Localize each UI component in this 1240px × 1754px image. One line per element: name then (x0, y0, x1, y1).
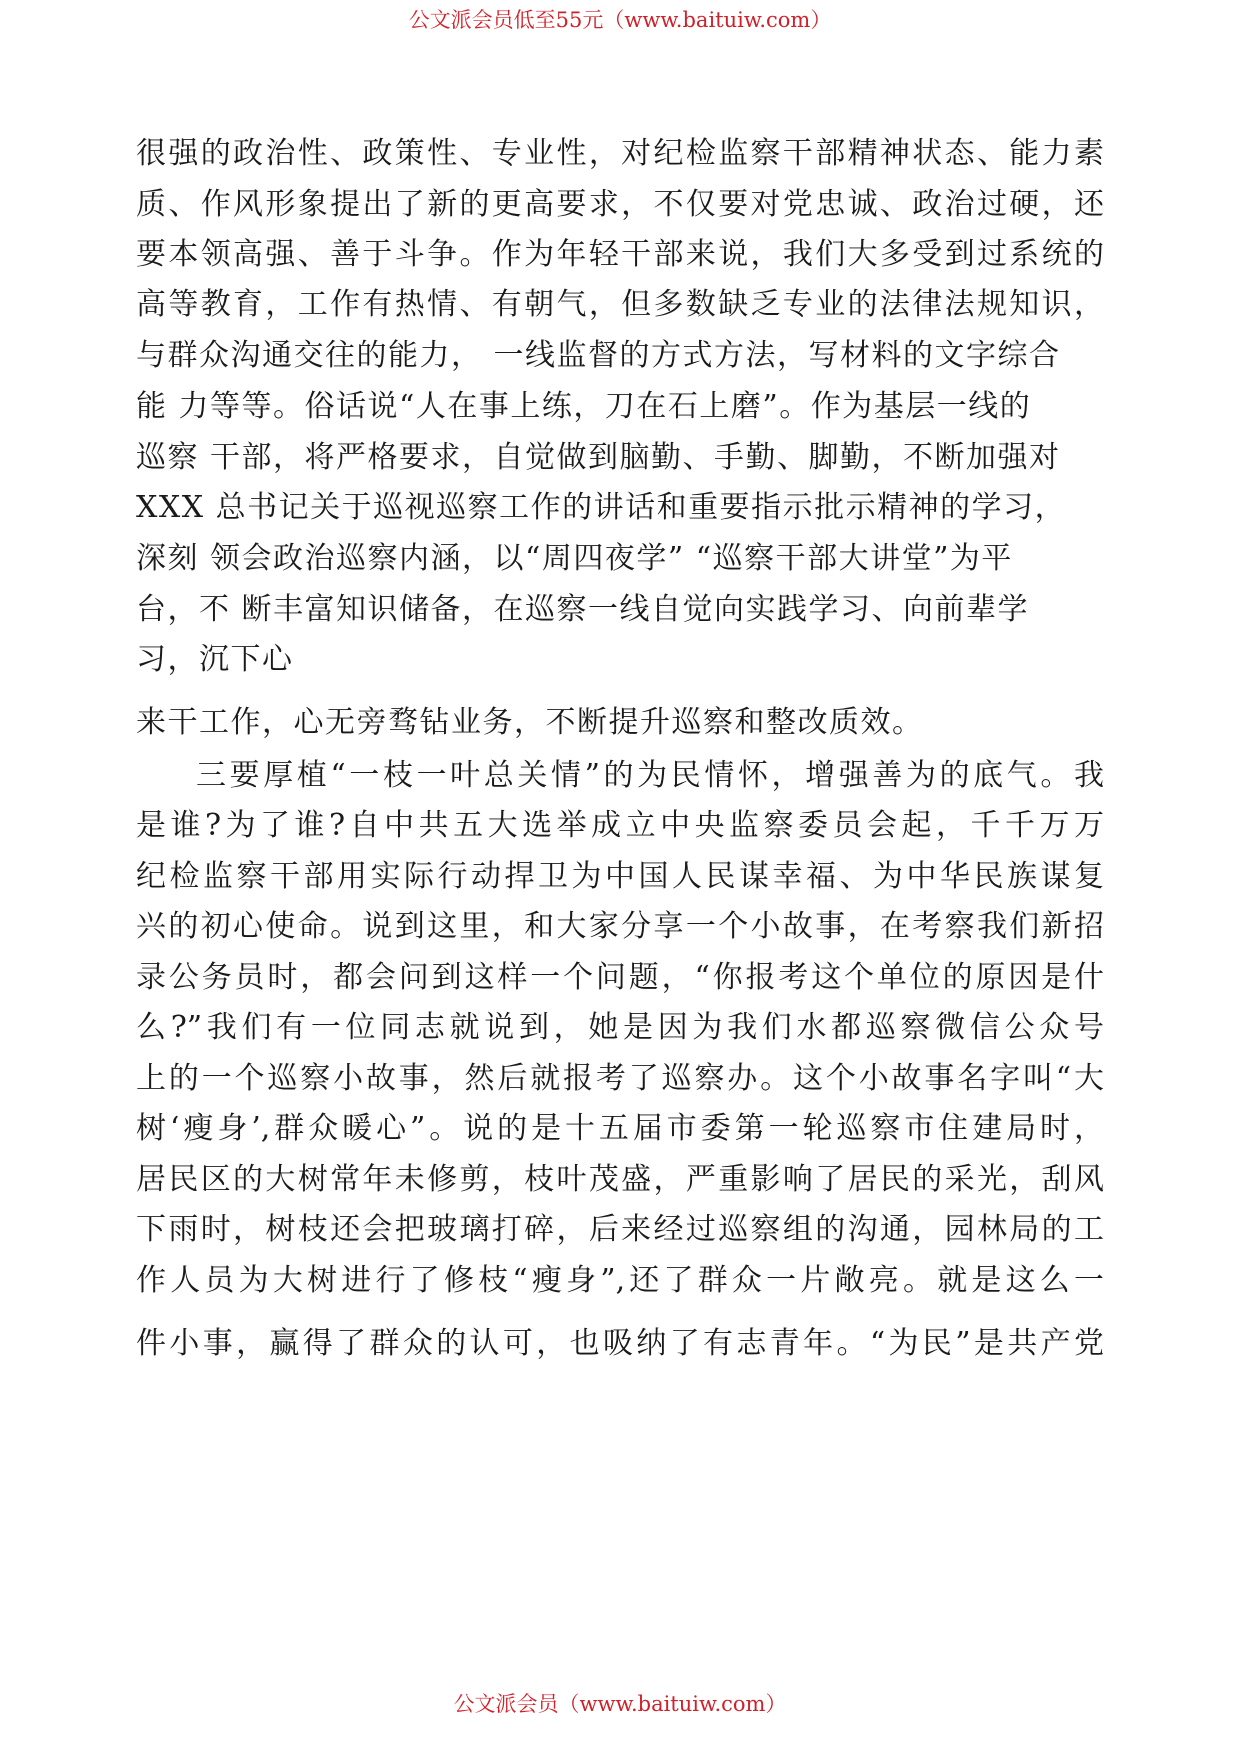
text-line: 录公务员时，都会问到这样一个问题，“你报考这个单位的原因是什 (136, 960, 1104, 995)
text-line: 纪检监察干部用实际行动捍卫为中国人民谋幸福、为中华民族谋复 (136, 859, 1104, 894)
text-line: 与群众沟通交往的能力， 一线监督的方式方法，写材料的文字综合 (136, 338, 1061, 373)
text-line: 居民区的大树常年未修剪，枝叶茂盛，严重影响了居民的采光，刮风 (136, 1162, 1104, 1197)
text-line: 习，沉下心 (136, 642, 294, 677)
paragraph-first-line: 三要厚植“一枝一叶总关情”的为民情怀，增强善为的底气。我 (196, 758, 1104, 793)
text-line: 兴的初心使命。说到这里，和大家分享一个小故事，在考察我们新招 (136, 909, 1104, 944)
text-line: 是谁?为了谁?自中共五大选举成立中央监察委员会起，千千万万 (136, 808, 1104, 843)
text-line: 上的一个巡察小故事，然后就报考了巡察办。这个小故事名字叫“大 (136, 1061, 1104, 1096)
text-line: 件小事，赢得了群众的认可，也吸纳了有志青年。“为民”是共产党 (136, 1326, 1104, 1361)
text-line: 要本领高强、善于斗争。作为年轻干部来说，我们大多受到过系统的 (136, 237, 1104, 272)
text-line: 台，不 断丰富知识储备，在巡察一线自觉向实践学习、向前辈学 (136, 592, 1030, 627)
text-line: 能 力等等。俗话说“人在事上练，刀在石上磨”。作为基层一线的 (136, 389, 1032, 424)
text-line: 作人员为大树进行了修枝“瘦身”,还了群众一片敞亮。就是这么一 (136, 1263, 1104, 1298)
text-line: 来干工作，心无旁骛钻业务，不断提升巡察和整改质效。 (136, 705, 924, 740)
page-header-watermark: 公文派会员低至55元（www.baituiw.com） (408, 8, 832, 32)
text-line: 巡察 干部，将严格要求，自觉做到脑勤、手勤、脚勤，不断加强对 (136, 440, 1061, 475)
text-line: 么?”我们有一位同志就说到，她是因为我们水都巡察微信公众号 (136, 1010, 1104, 1045)
text-line: 质、作风形象提出了新的更高要求，不仅要对党忠诚、政治过硬，还 (136, 187, 1104, 222)
text-line: 树‘瘦身’,群众暖心”。说的是十五届市委第一轮巡察市住建局时， (136, 1111, 1104, 1146)
page-footer-watermark: 公文派会员（www.baituiw.com） (453, 1692, 787, 1716)
text-line: 高等教育，工作有热情、有朝气，但多数缺乏专业的法律法规知识， (136, 287, 1104, 322)
text-line: 深刻 领会政治巡察内涵，以“周四夜学” “巡察干部大讲堂”为平 (136, 541, 1013, 576)
text-line: XXX 总书记关于巡视巡察工作的讲话和重要指示批示精神的学习， (136, 490, 1067, 525)
text-line: 很强的政治性、政策性、专业性，对纪检监察干部精神状态、能力素 (136, 136, 1104, 171)
text-line: 下雨时，树枝还会把玻璃打碎，后来经过巡察组的沟通，园林局的工 (136, 1212, 1104, 1247)
